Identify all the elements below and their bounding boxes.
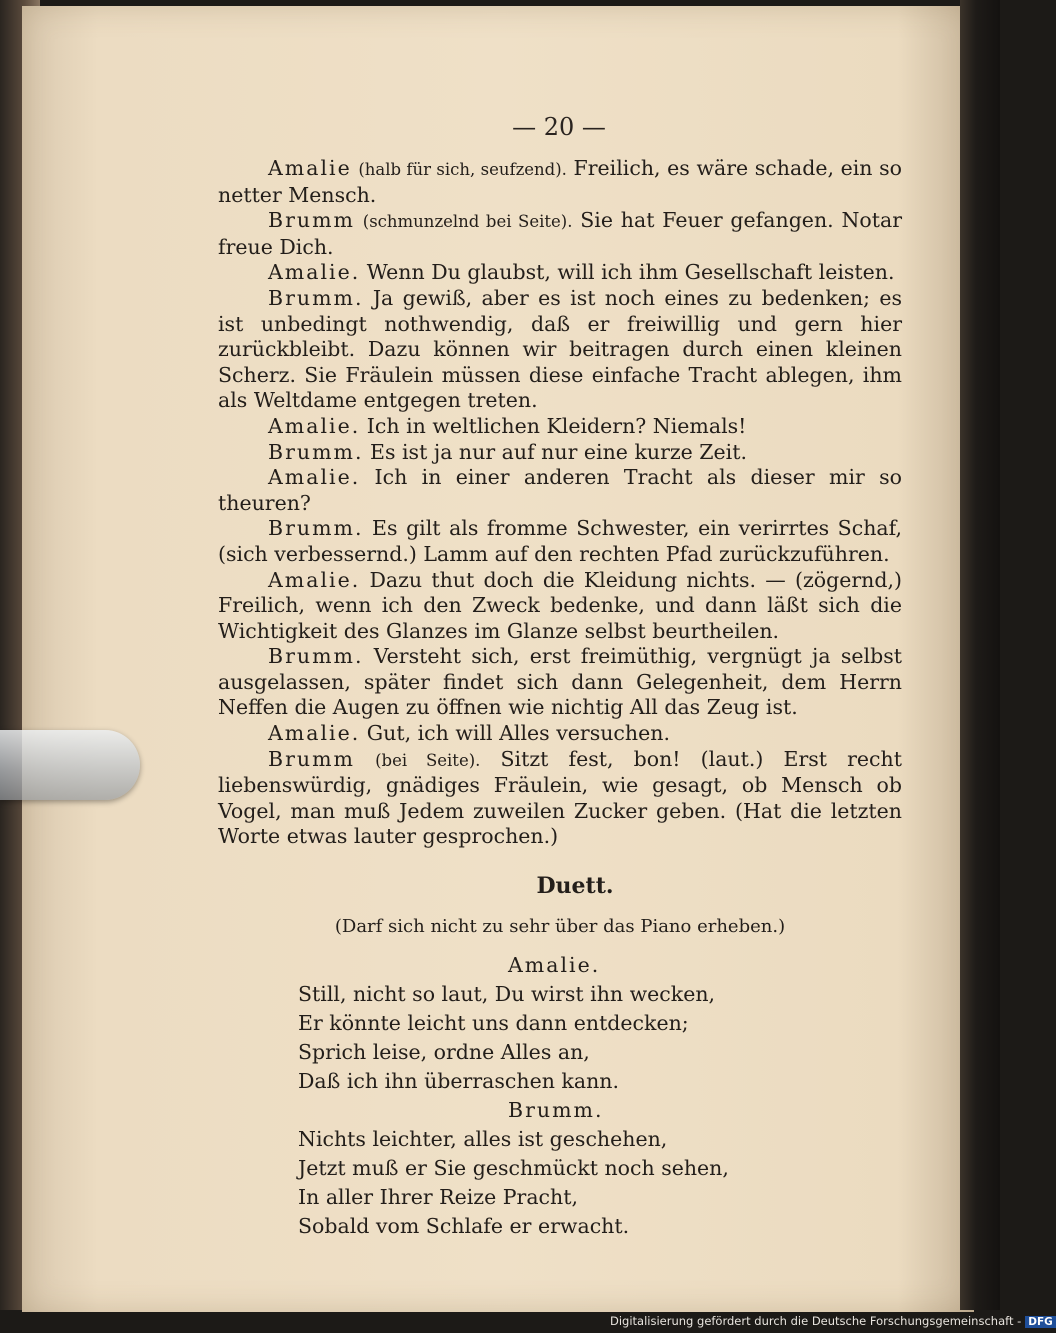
section-heading: Duett. — [536, 873, 614, 900]
verse-line: Jetzt muß er Sie geschmückt noch sehen, — [298, 1156, 729, 1181]
bookmark-clip — [0, 730, 140, 800]
dialogue-paragraph — [218, 747, 902, 850]
verse-line: Er könnte leicht uns dann entdecken; — [298, 1011, 689, 1036]
stage-direction-heading: (Darf sich nicht zu sehr über das Piano erheben.) — [334, 915, 786, 937]
dialogue-text: Es ist ja nur auf nur eine kurze Zeit. — [370, 439, 747, 464]
speaker-name: Brumm. — [268, 516, 364, 541]
footer-credit — [610, 1314, 1056, 1333]
footer-text: Digitalisierung gefördert durch die Deutsche Forschungsgemeinschaft - — [610, 1314, 1022, 1328]
dialogue — [218, 156, 902, 850]
dialogue-paragraph — [218, 568, 902, 645]
book-edge-right — [960, 0, 1000, 1310]
dialogue-text: Sie hat Feuer gefangen. Notar freue Dich. — [218, 208, 902, 259]
speaker-name: Amalie. — [268, 567, 361, 592]
page-text — [218, 156, 902, 1241]
verse-line: Sprich leise, ordne Alles an, — [298, 1040, 590, 1065]
speaker-name: Amalie. — [268, 413, 361, 438]
dialogue-paragraph — [218, 721, 902, 747]
dialogue-text: Ich in weltlichen Kleidern? Niemals! — [366, 413, 747, 438]
dialogue-paragraph — [218, 286, 902, 414]
stage-direction: (halb für sich, seufzend). — [358, 160, 567, 179]
speaker-name: Amalie. — [268, 260, 361, 285]
dialogue-text: Ich in einer anderen Tracht als dieser mir so theuren? — [218, 465, 902, 515]
verse-speaker: Amalie. — [508, 953, 601, 978]
dialogue-text: Dazu thut doch die Kleidung nichts. — (zögernd,) Freilich, wenn ich den Zweck bedenke, und dann läßt sich die Wichtigkeit des Glanzes im Glanze selbst beurtheilen. — [218, 567, 902, 643]
verse-line: Daß ich ihn überraschen kann. — [298, 1069, 620, 1094]
verse-line: Sobald vom Schlafe er erwacht. — [298, 1214, 630, 1239]
dialogue-text: Wenn Du glaubst, will ich ihm Gesellschaft leisten. — [366, 260, 895, 285]
stage-direction: (bei Seite). — [375, 750, 481, 770]
dialogue-paragraph — [218, 208, 902, 260]
speaker-name: Brumm. — [268, 285, 364, 310]
dialogue-paragraph — [218, 516, 902, 567]
page-number: — 20 — — [512, 113, 606, 141]
duet-verses — [218, 951, 902, 1241]
speaker-name: Amalie. — [268, 465, 361, 490]
verse-speaker: Brumm. — [508, 1098, 604, 1123]
verse-line: Nichts leichter, alles ist geschehen, — [298, 1127, 668, 1152]
dialogue-text: Es gilt als fromme Schwester, ein verirrtes Schaf, (sich verbessernd.) Lamm auf den rechten Pfad zurückzuführen. — [218, 516, 902, 566]
dialogue-paragraph — [218, 644, 902, 721]
dialogue-text: Sitzt fest, bon! (laut.) Erst recht liebenswürdig, gnädiges Fräulein, wie gesagt, ob Mensch ob Vogel, man muß Jedem zuweilen Zucker geben. (Hat die letzten Worte etwas lauter gesprochen.) — [218, 746, 902, 849]
dialogue-text: Freilich, es wäre schade, ein so netter Mensch. — [218, 156, 902, 207]
verse-line: In aller Ihrer Reize Pracht, — [298, 1185, 578, 1210]
speaker-name: Amalie — [268, 156, 352, 180]
speaker-name: Brumm — [268, 746, 355, 771]
speaker-name: Brumm. — [268, 439, 364, 464]
speaker-name: Brumm — [268, 208, 355, 233]
dfg-logo: DFG — [1025, 1316, 1056, 1328]
dialogue-text: Ja gewiß, aber es ist noch eines zu bedenken; es ist unbedingt nothwendig, daß er freiwillig und gern hier zurückbleibt. Dazu können wir beitragen durch einen kleinen Scherz. Sie Fräulein müssen diese einfache Tracht ablegen, ihm als Weltdame entgegen treten. — [218, 285, 902, 413]
speaker-name: Amalie. — [268, 721, 361, 746]
dialogue-paragraph — [218, 156, 902, 208]
dialogue-paragraph — [218, 465, 902, 516]
dialogue-text: Versteht sich, erst freimüthig, vergnügt ja selbst ausgelassen, später findet sich dann Gelegenheit, dem Herrn Neffen die Augen zu öffnen wie nichtig All das Zeug ist. — [218, 644, 902, 720]
dialogue-paragraph — [218, 260, 902, 286]
dialogue-paragraph — [218, 440, 902, 466]
speaker-name: Brumm. — [268, 644, 364, 669]
dialogue-text: Gut, ich will Alles versuchen. — [366, 721, 670, 746]
stage-direction: (schmunzelnd bei Seite). — [362, 212, 573, 232]
verse-line: Still, nicht so laut, Du wirst ihn wecken, — [298, 982, 716, 1007]
dialogue-paragraph — [218, 414, 902, 440]
